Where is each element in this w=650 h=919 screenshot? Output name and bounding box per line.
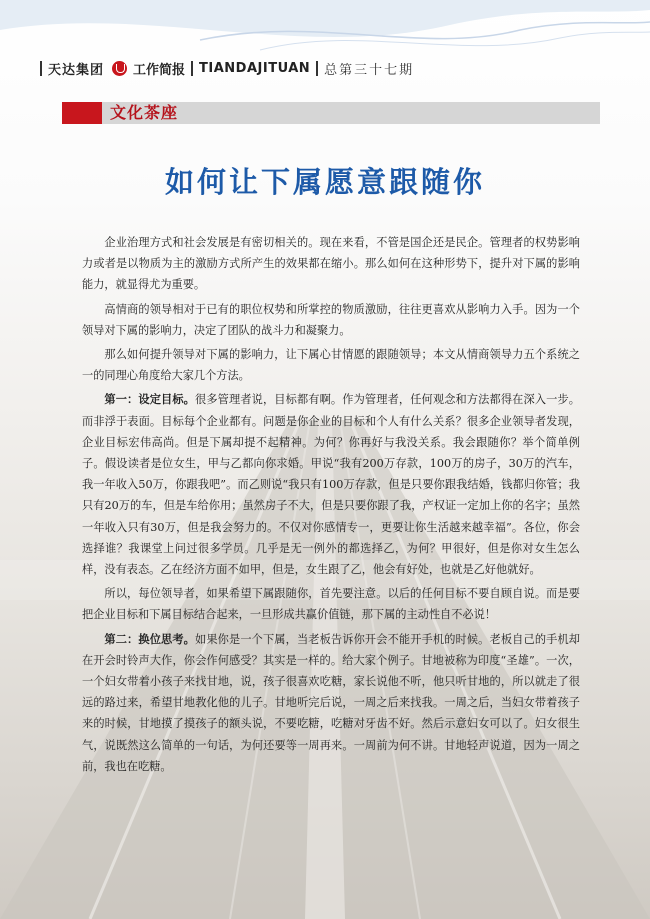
divider <box>40 61 42 76</box>
company-pinyin: TIANDAJITUAN <box>199 60 311 76</box>
paragraph-text: 企业治理方式和社会发展是有密切相关的。现在来看，不管是国企还是民企。管理者的权势影响力或者是以物质为主的激励方式所产生的效果都在缩小。那么如何在这种形势下，提升对下属的影响能力，就显得尤为重要。 <box>82 236 580 292</box>
article-paragraph <box>82 629 580 777</box>
article-title: 如何让下属愿意跟随你 <box>164 165 485 199</box>
article-paragraph <box>82 389 580 580</box>
article-paragraph <box>82 299 580 341</box>
paragraph-lead: 第一：设定目标。 <box>104 393 196 407</box>
newsletter-name: 工作简报 <box>133 62 186 78</box>
paragraph-text: 很多管理者说，目标都有啊。作为管理者，任何观念和方法都得在深入一步。而非浮于表面。目标每个企业都有。问题是你企业的目标和个人有什么关系？很多企业领导者发现，企业目标宏伟高尚。但是下属却提不起精神。为何？你再好与我没关系。我会跟随你？举个简单例子。假设读者是位女生，甲与乙都向你求婚。甲说“我有200万存款，100万的房子，30万的汽车，我一年收入50万，你跟我吧”。而乙则说“我只有100万存款，但是只要你跟我结婚，钱都归你管；我只有20万的车，但是车给你用；虽然房子不大，但是只要你跟了我，产权证一定加上你的名字；虽然一年收入只有30万，但是我会努力的。不仅对你感情专一，更要让你生活越来越幸福”。各位，你会选择谁？我课堂上问过很多学员。几乎是无一例外的都选择乙，为何？甲很好，但是你对女生怎么样，没有表态。乙在经济方面不如甲，但是，女生跟了乙，他会有好处，也就是乙好他就好。 <box>82 393 580 577</box>
paragraph-text: 那么如何提升领导对下属的影响力，让下属心甘情愿的跟随领导；本文从情商领导力五个系统之一的同理心角度给大家几个方法。 <box>82 348 580 383</box>
divider <box>191 61 193 76</box>
section-banner <box>62 102 600 124</box>
newsletter-header <box>40 57 414 79</box>
article-paragraph <box>82 583 580 625</box>
article-paragraph <box>82 344 580 386</box>
section-accent <box>62 102 102 124</box>
article-paragraph <box>82 232 580 296</box>
section-title: 文化茶座 <box>110 103 179 122</box>
paragraph-text: 高情商的领导相对于已有的职位权势和所掌控的物质激励，往往更喜欢从影响力入手。因为一个领导对下属的影响力，决定了团队的战斗力和凝聚力。 <box>82 302 580 337</box>
paragraph-lead: 第二：换位思考。 <box>104 632 196 646</box>
paragraph-text: 如果你是一个下属，当老板告诉你开会不能开手机的时候。老板自己的手机却在开会时铃声大作，你会作何感受？其实是一样的。给大家个例子。甘地被称为印度“圣雄”。一次，一个妇女带着小孩子来找甘地，说，孩子很喜欢吃糖，家长说他不听，他只听甘地的，所以就走了很远的路过来，希望甘地教化他的儿子。甘地听完后说，一周之后来找我。一周之后，当妇女带着孩子来的时候，甘地摸了摸孩子的额头说，不要吃糖，吃糖对牙齿不好。然后示意妇女可以了。妇女很生气，说既然这么简单的一句话，为何还要等一周再来。一周前为何不讲。甘地轻声说道，因为一周之前，我也在吃糖。 <box>82 632 580 773</box>
issue-number: 总第三十七期 <box>324 62 415 78</box>
divider <box>316 61 318 76</box>
paragraph-text: 所以，每位领导者，如果希望下属跟随你，首先要注意。以后的任何目标不要自顾自说。而是要把企业目标和下属目标结合起来，一旦形成共赢价值链，那下属的主动性自不必说！ <box>82 587 580 622</box>
article-body <box>82 232 580 780</box>
company-name: 天达集团 <box>48 62 105 78</box>
company-logo-icon <box>112 61 127 76</box>
